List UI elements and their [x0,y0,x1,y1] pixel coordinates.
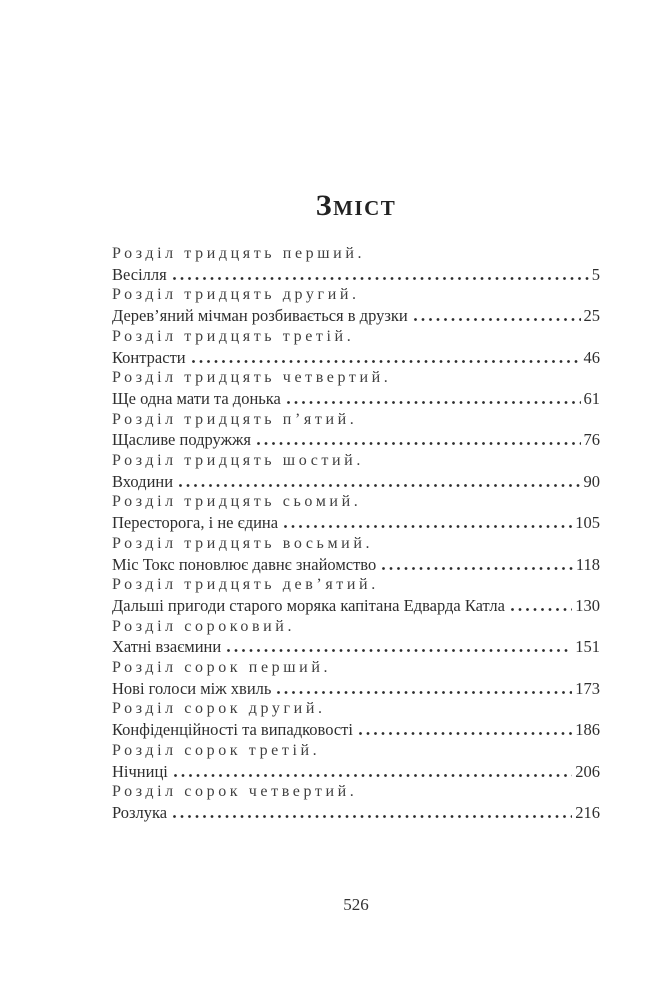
toc-entry [112,451,600,492]
toc-line [112,555,600,576]
toc-chapter-title: Конфіденційності та випадковості [112,720,353,740]
toc-chapter-title: Нічниці [112,761,168,781]
dot-leader [257,442,581,445]
toc-line [112,513,600,534]
toc-entry [112,492,600,533]
toc-chapter-label: Розділ тридцять дев’ятий. [112,576,379,594]
toc-chapter-label: Розділ тридцять перший. [112,245,366,262]
toc-chapter-label: Розділ тридцять третій. [112,327,355,345]
toc-chapter-label: Розділ тридцять сьомий. [112,493,362,511]
toc-line [112,472,600,493]
toc-page-number: 186 [575,720,600,740]
toc-entry [112,410,600,451]
toc-line [112,803,600,824]
toc-chapter-title: Нові голоси між хвиль [112,678,272,698]
toc-chapter-label: Розділ тридцять шостий. [112,452,364,470]
toc-page-number: 76 [583,430,600,450]
toc-line [112,430,600,451]
dot-leader [173,277,589,280]
toc-chapter-title: Розлука [112,802,168,822]
toc-entry [112,368,600,409]
toc-chapter-title: Весілля [112,264,167,284]
toc-chapter-title: Щасливе подружжя [112,430,251,450]
toc-content [112,190,600,824]
toc-line [112,720,600,741]
toc-entry [112,782,600,823]
toc-page-number: 105 [575,513,600,533]
toc-page-number: 130 [575,595,600,615]
toc-entry [112,617,600,658]
toc-chapter-label: Розділ сорок третій. [112,741,321,759]
toc-chapter-title: Пересторога, і не єдина [112,513,279,533]
dot-leader [287,401,581,404]
toc-page-number: 46 [583,347,600,367]
toc-page-number: 151 [575,637,600,657]
toc-chapter-label: Розділ тридцять восьмий. [112,534,374,552]
toc-list [112,244,600,824]
toc-entry [112,699,600,740]
dot-leader [284,525,572,528]
toc-chapter-label: Розділ тридцять четвертий. [112,369,392,387]
toc-line [112,348,600,369]
toc-chapter-label: Розділ сороковий. [112,617,296,635]
toc-chapter-title: Ще одна мати та донька [112,388,281,408]
dot-leader [179,484,580,487]
dot-leader [227,649,572,652]
toc-page-number: 216 [575,802,600,822]
toc-line [112,389,600,410]
toc-line [112,596,600,617]
toc-chapter-title: Дальші пригоди старого моряка капітана Едварда Катла [112,595,505,615]
toc-chapter-title: Входини [112,471,174,491]
toc-page-number: 118 [575,554,600,574]
toc-line [112,306,600,327]
toc-entry [112,741,600,782]
toc-line [112,637,600,658]
toc-chapter-label: Розділ сорок четвертий. [112,783,358,801]
dot-leader [277,691,572,694]
dot-leader [511,608,572,611]
toc-chapter-label: Розділ сорок перший. [112,659,332,677]
toc-page-number: 5 [591,264,600,284]
toc-chapter-label: Розділ тридцять п’ятий. [112,410,358,428]
toc-chapter-label: Розділ тридцять другий. [112,286,360,304]
dot-leader [382,567,573,570]
toc-chapter-label: Розділ сорок другий. [112,700,326,718]
dot-leader [173,815,572,818]
toc-line [112,679,600,700]
toc-page-number: 206 [575,761,600,781]
toc-entry [112,327,600,368]
toc-entry [112,658,600,699]
toc-page-number: 173 [575,678,600,698]
folio-page-number: 526 [343,895,369,914]
toc-chapter-title: Міс Токс поновлює давнє знайомство [112,554,377,574]
toc-entry [112,244,600,285]
toc-entry [112,575,600,616]
toc-chapter-title: Хатні взаємини [112,637,222,657]
toc-entry [112,285,600,326]
page-title: Зміст [315,189,397,222]
dot-leader [414,318,581,321]
toc-page-number: 25 [583,306,600,326]
toc-line [112,265,600,286]
toc-line [112,762,600,783]
toc-page-number: 90 [583,471,600,491]
toc-page-number: 61 [583,388,600,408]
dot-leader [174,774,572,777]
dot-leader [192,360,581,363]
dot-leader [359,732,572,735]
toc-entry [112,534,600,575]
toc-chapter-title: Дерев’яний мічман розбивається в друзки [112,306,408,326]
toc-chapter-title: Контрасти [112,347,186,367]
